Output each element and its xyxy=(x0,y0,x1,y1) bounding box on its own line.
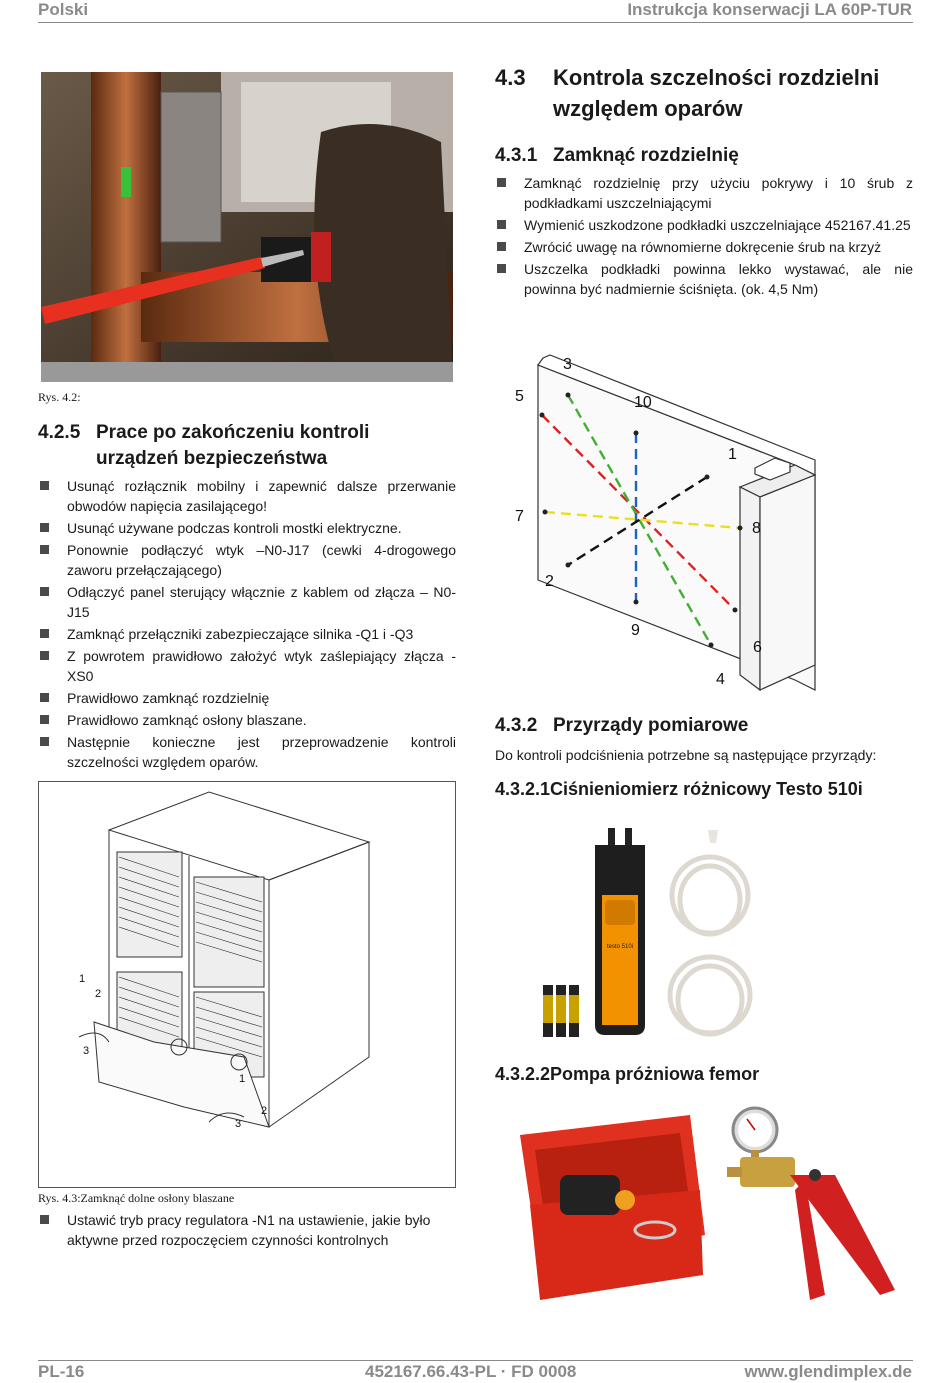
fig-4-3-label: 1 xyxy=(239,1073,246,1085)
switchbox-tightening-diagram xyxy=(495,340,915,700)
fig-4-3-label: 2 xyxy=(95,988,102,1000)
section-title-line1: Kontrola szczelności rozdzielni xyxy=(553,65,880,90)
header-rule xyxy=(38,22,913,23)
section-4-3-2-2-heading: 4.3.2.2Pompa próżniowa femor xyxy=(495,1064,760,1084)
section-4-2-5-list xyxy=(38,476,456,774)
section-title-line2: względem oparów xyxy=(553,96,743,121)
section-4-2-5-heading xyxy=(38,420,369,472)
screw-number-label: 3 xyxy=(563,356,572,373)
fig-4-3-caption: Rys. 4.3:Zamknąć dolne osłony blaszane xyxy=(38,1191,235,1205)
section-number: 4.3.2 xyxy=(495,715,538,736)
photo-fig-4-2 xyxy=(41,72,453,382)
list-item: Ustawić tryb pracy regulatora -N1 na ustawienie, jakie było aktywne przed rozpoczęciem czynności kontrolnych xyxy=(38,1210,456,1250)
after-fig-4-3-list xyxy=(38,1210,456,1252)
section-title-line2: urządzeń bezpieczeństwa xyxy=(96,448,328,469)
figure-4-3-frame xyxy=(38,781,456,1188)
testo-device-label: testo 510i xyxy=(606,944,634,950)
list-item: Następnie konieczne jest przeprowadzenie kontroli szczelności względem oparów. xyxy=(38,732,456,772)
photo-silicone-tubes xyxy=(660,825,760,1045)
fig-4-2-caption: Rys. 4.2: xyxy=(38,390,81,404)
header-document-title: Instrukcja konserwacji LA 60P-TUR xyxy=(627,0,912,19)
fig-4-3-label: 2 xyxy=(261,1105,268,1117)
list-item: Prawidłowo zamknąć osłony blaszane. xyxy=(38,710,456,730)
section-4-3-1-heading xyxy=(495,143,739,169)
section-number: 4.2.5 xyxy=(38,422,81,443)
section-4-3-2-1-heading: 4.3.2.1Ciśnieniomierz różnicowy Testo 510i xyxy=(495,779,863,799)
list-item: Usunąć używane podczas kontroli mostki elektryczne. xyxy=(38,518,456,538)
list-item: Zwrócić uwagę na równomierne dokręcenie śrub na krzyż xyxy=(495,237,913,257)
screw-number-label: 9 xyxy=(631,622,640,639)
fig-4-3-label: 3 xyxy=(235,1118,242,1130)
screw-number-label: 5 xyxy=(515,388,524,405)
list-item: Zamknąć rozdzielnię przy użyciu pokrywy i 10 śrub z podkładkami uszczelniającymi xyxy=(495,173,913,213)
section-title: Przyrządy pomiarowe xyxy=(553,715,749,736)
screw-number-label: 7 xyxy=(515,508,524,525)
photo-vacuum-pump-femor xyxy=(505,1095,905,1310)
footer-rule xyxy=(38,1360,913,1361)
footer-document-number: 452167.66.43-PL · FD 0008 xyxy=(365,1362,577,1381)
section-number: 4.3 xyxy=(495,65,526,90)
screw-number-label: 4 xyxy=(716,671,725,688)
screw-number-label: 1 xyxy=(728,446,737,463)
list-item: Uszczelka podkładki powinna lekko wystawać, ale nie powinna być nadmiernie ściśnięta. (ok. 4,5 Nm) xyxy=(495,259,913,299)
screw-number-label: 8 xyxy=(752,520,761,537)
screw-number-label: 10 xyxy=(634,394,652,411)
section-4-3-2-text: Do kontroli podciśnienia potrzebne są następujące przyrządy: xyxy=(495,747,877,763)
section-4-3-heading xyxy=(495,62,879,124)
footer-website[interactable]: www.glendimplex.de xyxy=(744,1362,912,1381)
section-4-3-2-heading xyxy=(495,713,748,739)
list-item: Odłączyć panel sterujący włącznie z kablem od złącza – N0-J15 xyxy=(38,582,456,622)
list-item: Prawidłowo zamknąć rozdzielnię xyxy=(38,688,456,708)
screw-number-label: 2 xyxy=(545,573,554,590)
unit-line-drawing xyxy=(39,782,455,1187)
section-title-line1: Prace po zakończeniu kontroli xyxy=(96,422,370,443)
header-language: Polski xyxy=(38,0,89,19)
footer-page-number: PL-16 xyxy=(38,1362,85,1381)
section-number: 4.3.1 xyxy=(495,145,538,166)
list-item: Usunąć rozłącznik mobilny i zapewnić dalsze przerwanie obwodów napięcia zasilającego! xyxy=(38,476,456,516)
fig-4-3-label: 1 xyxy=(79,973,86,985)
list-item: Wymienić uszkodzone podkładki uszczelniające 452167.41.25 xyxy=(495,215,913,235)
section-title: Zamknąć rozdzielnię xyxy=(553,145,739,166)
screw-number-label: 6 xyxy=(753,639,762,656)
section-4-3-1-list xyxy=(495,173,913,301)
list-item: Zamknąć przełączniki zabezpieczające silnika -Q1 i -Q3 xyxy=(38,624,456,644)
list-item: Ponownie podłączyć wtyk –N0-J17 (cewki 4-drogowego zaworu przełączającego) xyxy=(38,540,456,580)
list-item: Z powrotem prawidłowo założyć wtyk zaślepiający złącza - XS0 xyxy=(38,646,456,686)
fig-4-3-label: 3 xyxy=(83,1045,90,1057)
